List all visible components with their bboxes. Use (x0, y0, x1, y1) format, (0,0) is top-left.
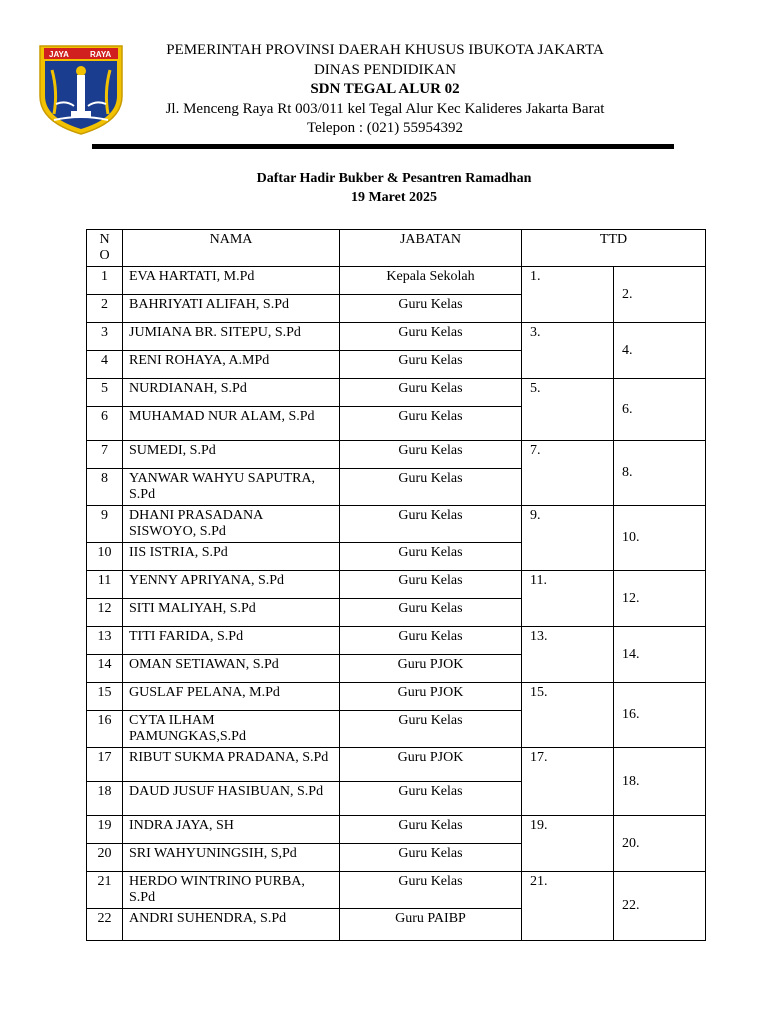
row-number: 7 (87, 441, 123, 469)
row-position: Guru Kelas (340, 816, 522, 844)
row-position: Guru Kelas (340, 351, 522, 379)
row-number: 15 (87, 683, 123, 711)
row-number: 9 (87, 506, 123, 543)
row-name: GUSLAF PELANA, M.Pd (123, 683, 340, 711)
row-name: RIBUT SUKMA PRADANA, S.Pd (123, 748, 340, 782)
row-name: BAHRIYATI ALIFAH, S.Pd (123, 295, 340, 323)
row-name: ANDRI SUHENDRA, S.Pd (123, 909, 340, 941)
row-number: 19 (87, 816, 123, 844)
document-title: Daftar Hadir Bukber & Pesantren Ramadhan (256, 171, 532, 186)
table-row (87, 441, 706, 469)
row-number: 1 (87, 267, 123, 295)
header-no: N O (87, 230, 123, 267)
row-number: 5 (87, 379, 123, 407)
row-number: 10 (87, 543, 123, 571)
row-name: JUMIANA BR. SITEPU, S.Pd (123, 323, 340, 351)
row-number: 21 (87, 872, 123, 909)
letterhead-department: DINAS PENDIDIKAN (313, 61, 457, 78)
table-row (87, 379, 706, 407)
row-position: Guru PAIBP (340, 909, 522, 941)
letterhead-school-name: SDN TEGAL ALUR 02 (310, 81, 460, 97)
signature-slot-odd: 13. (522, 627, 614, 683)
row-name: CYTA ILHAM PAMUNGKAS,S.Pd (123, 711, 340, 748)
row-position: Guru Kelas (340, 323, 522, 351)
row-name: TITI FARIDA, S.Pd (123, 627, 340, 655)
row-position: Guru Kelas (340, 844, 522, 872)
signature-slot-odd: 7. (522, 441, 614, 506)
row-number: 17 (87, 748, 123, 782)
signature-slot-even: 6. (614, 379, 706, 441)
row-name: YANWAR WAHYU SAPUTRA, S.Pd (123, 469, 340, 506)
row-position: Kepala Sekolah (340, 267, 522, 295)
signature-slot-even: 18. (614, 748, 706, 816)
signature-slot-odd: 19. (522, 816, 614, 872)
table-row (87, 323, 706, 351)
signature-slot-even: 16. (614, 683, 706, 748)
table-row (87, 627, 706, 655)
row-position: Guru PJOK (340, 683, 522, 711)
attendance-table-body (87, 267, 706, 941)
row-name: HERDO WINTRINO PURBA, S.Pd (123, 872, 340, 909)
signature-slot-odd: 5. (522, 379, 614, 441)
letterhead (130, 41, 640, 139)
row-name: DHANI PRASADANA SISWOYO, S.Pd (123, 506, 340, 543)
row-name: SRI WAHYUNINGSIH, S,Pd (123, 844, 340, 872)
row-name: RENI ROHAYA, A.MPd (123, 351, 340, 379)
row-number: 12 (87, 599, 123, 627)
row-number: 20 (87, 844, 123, 872)
signature-slot-even: 10. (614, 506, 706, 571)
signature-slot-even: 2. (614, 267, 706, 323)
signature-slot-odd: 3. (522, 323, 614, 379)
row-position: Guru Kelas (340, 469, 522, 506)
row-position: Guru PJOK (340, 748, 522, 782)
table-row (87, 506, 706, 543)
row-number: 16 (87, 711, 123, 748)
row-number: 6 (87, 407, 123, 441)
row-position: Guru Kelas (340, 872, 522, 909)
signature-slot-even: 4. (614, 323, 706, 379)
signature-slot-odd: 15. (522, 683, 614, 748)
header-nama: NAMA (123, 230, 340, 267)
letterhead-divider (92, 144, 674, 149)
row-name: EVA HARTATI, M.Pd (123, 267, 340, 295)
document-date: 19 Maret 2025 (350, 190, 438, 205)
signature-slot-odd: 17. (522, 748, 614, 816)
letterhead-address: Jl. Menceng Raya Rt 003/011 kel Tegal Alur Kec Kalideres Jakarta Barat (165, 100, 605, 117)
signature-slot-odd: 9. (522, 506, 614, 571)
signature-slot-even: 20. (614, 816, 706, 872)
table-row (87, 267, 706, 295)
signature-slot-odd: 11. (522, 571, 614, 627)
signature-slot-even: 8. (614, 441, 706, 506)
table-row (87, 872, 706, 909)
row-position: Guru Kelas (340, 571, 522, 599)
row-number: 8 (87, 469, 123, 506)
row-position: Guru Kelas (340, 543, 522, 571)
row-position: Guru PJOK (340, 655, 522, 683)
table-row (87, 571, 706, 599)
row-position: Guru Kelas (340, 407, 522, 441)
row-name: YENNY APRIYANA, S.Pd (123, 571, 340, 599)
logo-text-right: RAYA (90, 50, 112, 59)
row-position: Guru Kelas (340, 782, 522, 816)
row-number: 13 (87, 627, 123, 655)
row-number: 4 (87, 351, 123, 379)
table-row (87, 748, 706, 782)
table-row (87, 816, 706, 844)
row-number: 3 (87, 323, 123, 351)
row-name: SITI MALIYAH, S.Pd (123, 599, 340, 627)
row-name: INDRA JAYA, SH (123, 816, 340, 844)
row-position: Guru Kelas (340, 711, 522, 748)
row-position: Guru Kelas (340, 295, 522, 323)
row-position: Guru Kelas (340, 599, 522, 627)
row-name: IIS ISTRIA, S.Pd (123, 543, 340, 571)
row-name: MUHAMAD NUR ALAM, S.Pd (123, 407, 340, 441)
signature-slot-even: 22. (614, 872, 706, 941)
signature-slot-even: 12. (614, 571, 706, 627)
header-ttd: TTD (522, 230, 706, 267)
row-position: Guru Kelas (340, 506, 522, 543)
row-position: Guru Kelas (340, 441, 522, 469)
letterhead-government: PEMERINTAH PROVINSI DAERAH KHUSUS IBUKOTA JAKARTA (166, 42, 604, 58)
signature-slot-odd: 21. (522, 872, 614, 941)
jakarta-emblem-logo (38, 44, 124, 136)
row-number: 11 (87, 571, 123, 599)
logo-text-left: JAYA (49, 50, 69, 59)
header-jabatan: JABATAN (340, 230, 522, 267)
table-row (87, 683, 706, 711)
row-number: 18 (87, 782, 123, 816)
row-name: DAUD JUSUF HASIBUAN, S.Pd (123, 782, 340, 816)
letterhead-phone: Telepon : (021) 55954392 (306, 120, 463, 136)
row-name: SUMEDI, S.Pd (123, 441, 340, 469)
signature-slot-odd: 1. (522, 267, 614, 323)
row-name: OMAN SETIAWAN, S.Pd (123, 655, 340, 683)
row-number: 14 (87, 655, 123, 683)
table-header-row (87, 230, 706, 267)
row-name: NURDIANAH, S.Pd (123, 379, 340, 407)
row-position: Guru Kelas (340, 379, 522, 407)
row-number: 22 (87, 909, 123, 941)
row-number: 2 (87, 295, 123, 323)
signature-slot-even: 14. (614, 627, 706, 683)
row-position: Guru Kelas (340, 627, 522, 655)
attendance-table (86, 229, 706, 941)
